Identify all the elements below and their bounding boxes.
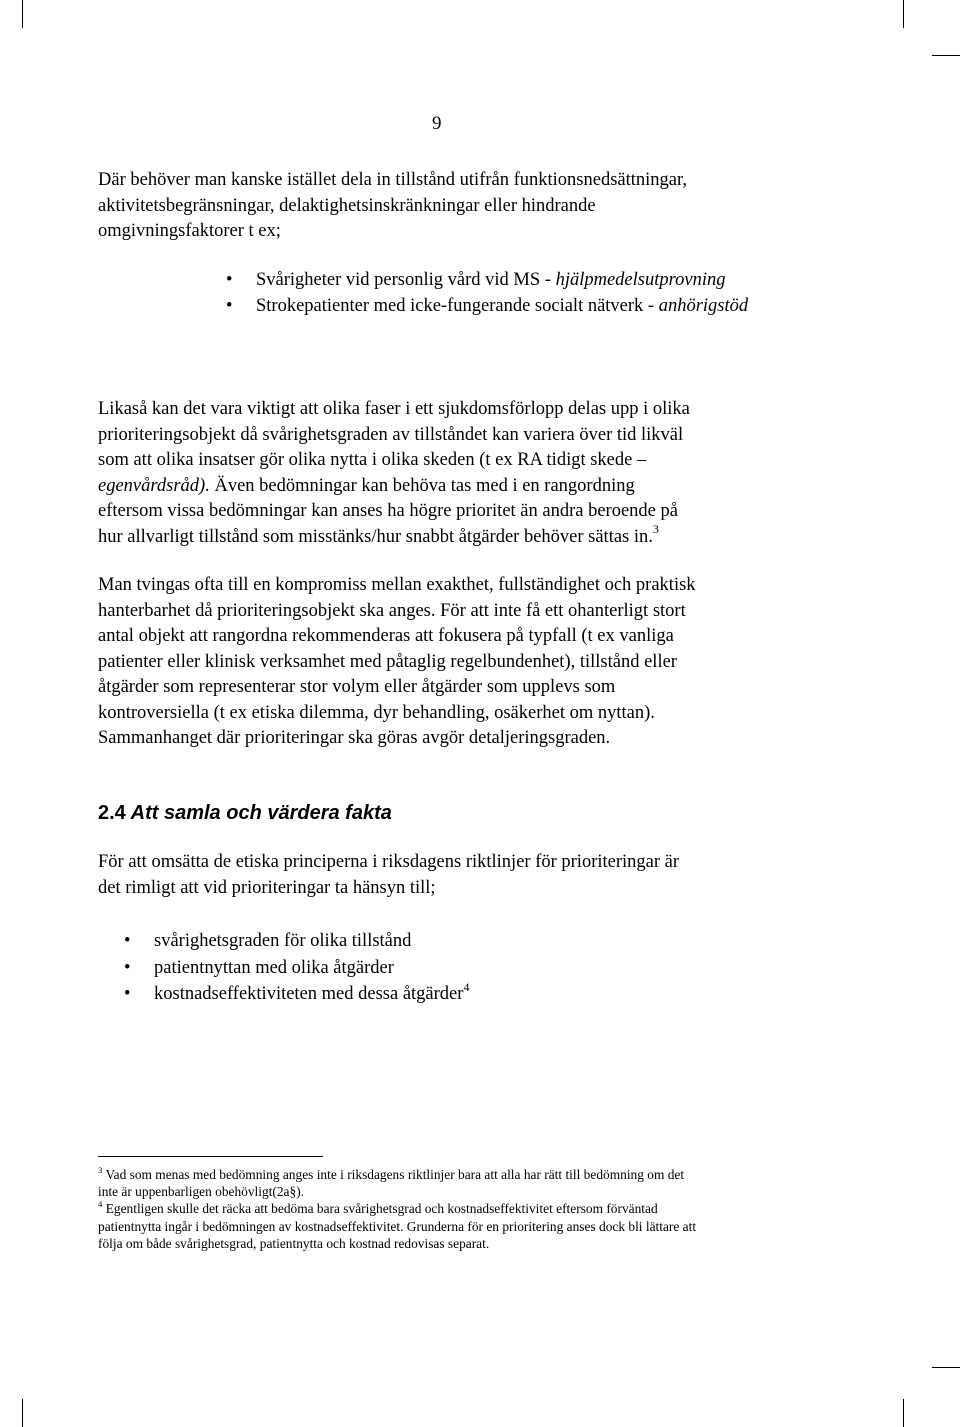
text-line: Likaså kan det vara viktigt att olika faser i ett sjukdomsförlopp delas upp i olika [98, 399, 690, 419]
footnote-ref-4[interactable]: 4 [463, 979, 470, 994]
footnote-text: Egentligen skulle det räcka att bedöma bara svårighetsgrad och kostnadseffektivitet eftersom förväntad [105, 1201, 658, 1217]
text-span: Även bedömningar kan behöva tas med i en rangordning [209, 475, 635, 496]
crop-mark-right-upper [932, 55, 960, 56]
bullet-icon: • [226, 270, 233, 290]
crop-mark-bottom-right [903, 1399, 904, 1427]
text-line: Man tvingas ofta till en kompromiss mellan exakthet, fullständighet och praktisk [98, 575, 696, 595]
list-item-text: Strokepatienter med icke-fungerande socialt nätverk - [256, 295, 655, 316]
text-line: aktivitetsbegränsningar, delaktighetsinskränkningar eller hindrande [98, 195, 596, 216]
section-number: 2.4 [98, 802, 126, 824]
crop-mark-bottom-left [22, 1399, 23, 1427]
crop-mark-top-right [903, 0, 904, 28]
text-line: kontroversiella (t ex etiska dilemma, dyr behandling, osäkerhet om nyttan). [98, 702, 655, 723]
text-line: patienter eller klinisk verksamhet med påtaglig regelbundenhet), tillstånd eller [98, 651, 677, 672]
text-line: åtgärder som representerar stor volym eller åtgärder som upplevs som [98, 677, 616, 697]
bullet-list-criteria [124, 928, 469, 1008]
list-item-text: Svårigheter vid personlig vård vid MS - [256, 270, 551, 290]
text-line [98, 522, 690, 551]
text-line: För att omsätta de etiska principerna i riksdagens riktlinjer för prioriteringar är [98, 852, 680, 872]
footnote-ref-3[interactable]: 3 [652, 522, 659, 537]
list-item [124, 955, 469, 982]
italic-text: egenvårdsråd). [98, 475, 210, 496]
paragraph-phases [98, 397, 690, 550]
paragraph-principles [98, 850, 679, 901]
list-item-note: hjälpmedelsutprovning [555, 270, 726, 290]
footnote-text: patientnytta ingår i bedömningen av kostnadseffektivitet. Grunderna för en prioritering anses dock bli lättare att [98, 1218, 697, 1234]
crop-mark-right-lower [932, 1367, 960, 1368]
section-title: Att samla och värdera fakta [130, 802, 392, 824]
text-line [98, 474, 690, 500]
bullet-icon: • [124, 984, 131, 1004]
footnote-4 [98, 1200, 696, 1217]
text-line: det rimligt att vid prioriteringar ta hänsyn till; [98, 877, 436, 898]
list-item [226, 268, 748, 294]
paragraph-intro [98, 168, 687, 245]
text-line: Sammanhanget där prioriteringar ska göras avgör detaljeringsgraden. [98, 728, 611, 748]
list-item-text: kostnadseffektiviteten med dessa åtgärder [154, 984, 464, 1004]
list-item-text: svårighetsgraden för olika tillstånd [154, 931, 412, 951]
text-line: hanterbarhet då prioriteringsobjekt ska anges. För att inte få ett ohanterligt stort [98, 600, 686, 621]
page-number: 9 [432, 113, 442, 134]
footnote-text: följa om både svårighetsgrad, patientnytta och kostnad redovisas separat. [98, 1235, 490, 1251]
footnote-mark: 3 [98, 1164, 103, 1175]
text-line: som att olika insatser gör olika nytta i olika skeden (t ex RA tidigt skede – [98, 450, 647, 470]
text-line: eftersom vissa bedömningar kan anses ha högre prioritet än andra beroende på [98, 501, 678, 521]
crop-mark-top-left [22, 0, 23, 28]
list-item [124, 928, 469, 955]
text-line: Där behöver man kanske istället dela in tillstånd utifrån funktionsnedsättningar, [98, 170, 688, 190]
footnote-separator [98, 1156, 323, 1157]
bullet-icon: • [124, 931, 131, 951]
footnote-mark: 4 [98, 1199, 103, 1210]
bullet-list-examples [226, 268, 748, 319]
text-line: omgivningsfaktorer t ex; [98, 221, 281, 241]
list-item [226, 294, 748, 320]
footnote-text: inte är uppenbarligen obehövligt(2a§). [98, 1184, 304, 1200]
text-line: antal objekt att rangordna rekommenderas att fokusera på typfall (t ex vanliga [98, 626, 674, 646]
footnote-text: Vad som menas med bedömning anges inte i riksdagens riktlinjer bara att alla har rätt till bedömning om det [105, 1167, 685, 1182]
text-span: hur allvarligt tillstånd som misstänks/hur snabbt åtgärder behöver sättas in. [98, 526, 653, 547]
paragraph-compromise [98, 573, 696, 752]
section-heading [98, 800, 392, 826]
list-item-note: anhörigstöd [658, 295, 749, 316]
list-item [124, 981, 469, 1008]
text-line: prioriteringsobjekt då svårighetsgraden av tillståndet kan variera över tid likväl [98, 424, 684, 445]
footnotes [98, 1166, 696, 1252]
bullet-icon: • [226, 295, 233, 316]
list-item-text: patientnyttan med olika åtgärder [154, 957, 394, 978]
bullet-icon: • [124, 957, 131, 978]
footnote-3 [98, 1166, 696, 1183]
